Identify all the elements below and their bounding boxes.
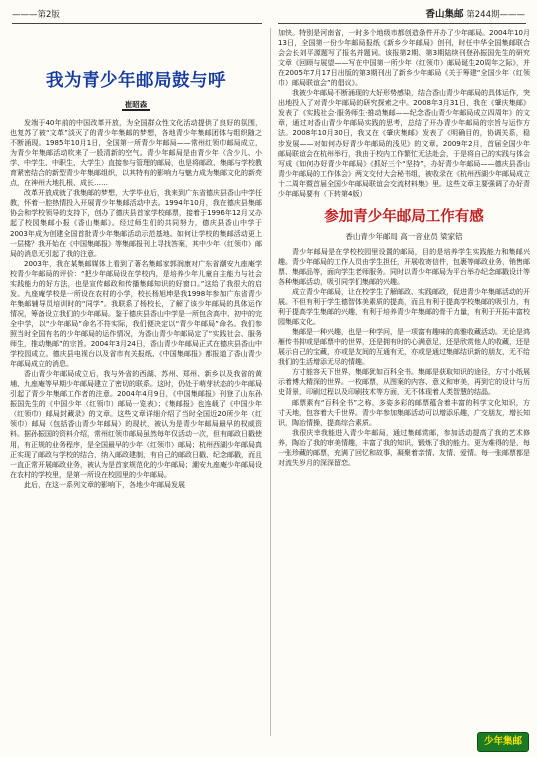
youth-philately-badge: 少年集邮 <box>477 732 529 752</box>
article-b-paragraph: 邮票素有“百科全书”之称，多姿多彩的邮票蕴含着丰富的科学文化知识，方寸天地，包容着大千世界。青少年参加集邮活动可以增添乐趣，广交朋友，增长知识，陶冶情操，提高综合素质。 <box>278 398 530 427</box>
article-a-paragraph: 改革开放成就了我集邮的梦想，大学毕业后，我来到广东省德庆县香山中学任教，怀着一腔热情投入开展青少年集邮活动中去。1994年10月，我在德庆县集邮协会和学校领导的支持下，创办了德庆县首家学校邮票，接着于1996年12月又办起了校园集邮小报《香山集邮》。经过师生们的共同努力，德庆县香山中学于2003年成为创建全国首批青少年集邮活动示范基地。如何让学校的集邮活动更上一层楼？我开始在《中国集邮报》等集邮报刊上寻找答案，其中少年（红领巾）邮局的消息无引起了我的注意。 <box>10 189 262 258</box>
header-left <box>12 8 60 22</box>
article-a-title: 我为青少年邮局鼓与呼 <box>46 71 226 91</box>
article-a-paragraph: 此后，在这一系列文章的影响下，各地少年邮局发展 <box>24 480 185 489</box>
article-a-continued-paragraph: 我被少年邮局不断涌现的大好形势感染，结合香山青少年邮局的具体运作，突出地投入了对青少年邮局的研究探索之中。2008年3月31日，我在《肇庆集邮》发表了《实践社会·服务师生·推动集邮——纪念香山青少年邮局成立四周年》的文章，通过对香山青少年邮局实践的思考，总结了开办青少年邮局的宗旨与运作方法。2008年10月30日，我又在《肇庆集邮》发表了《明确目的，协调关系，稳步发展——对如何办好青少年邮局的浅见》的文章。2009年2月，首届全国少年邮局联谊会在杭州举行，我由于校内工作繁忙无法赴会，于是将自己的实践与体会写成《如何办好青少年邮局》《抓好三个“坚持”，办好青少年邮局——德庆县香山青少年邮局的工作体会》两文交付大会秘书组，被收录在《杭州西湖少年邮局成立十二周年暨首届全国少年邮局联谊会交流材料集》里。这些文章主要强调了办好青少年邮局要有（下转第4版） <box>278 89 530 198</box>
article-a-byline <box>10 98 262 112</box>
author-name: 崔昭森 <box>122 100 151 111</box>
article-b-byline: 香山青少年邮局 高一音业员 梁家锫 <box>345 231 463 241</box>
column-divider <box>270 28 271 736</box>
header-right <box>426 8 525 22</box>
article-a-paragraph: 香山青少年邮局成立后，我与外省的西湖、苏州、郑州、新乡以及我省的黄埔、九座庵等早期少年邮局建立了密切的联系。这时，仍处于萌芽状态的少年邮局引起了青少年集邮工作者的注意。2004年4月9日，《中国集邮报》刊登了山东孙振国先生的《中国少年（红领巾）邮局一览表》；《集邮报》也连载了《中国少年（红领巾）邮局封藏录》的文章。这些文章详细介绍了当时全国近20所少年（红领巾）邮局（包括香山青少年邮局）的现状，被认为是青少年邮局最早的权威资料。据孙振国的资料介绍，常州红领巾邮局虽然每年仅活动一次，但有邮政日戳使用，有正规的业务程序，是全国最早的少年（红领巾）邮局；杭州西湖少年邮局真正实现了邮政与学校的结合，纳入邮政建制，有自己的邮政日戳、纪念邮戳，而且一直正常开展邮政业务，被认为是首家规范化的少年邮局；潮安九座庵少年邮局设在农村的学校里，是第一所设在校园里的少年邮局。 <box>10 370 262 479</box>
issue-number: 第244期——— <box>466 10 525 20</box>
right-column <box>278 28 530 730</box>
header-rule-right <box>278 23 526 24</box>
article-a-continued-paragraph: 加快。特别是河南省，一时多个地级市都创造条件开办了少年邮局。2004年10月13日，全国第一份少年邮局报纸《新乡少年邮局》创刊，时任中华全国集邮联合会会长刘平源题写了报名并题词。该报第2期、第3期陆续刊登孙振国先生的研究文章《回顾与展望——写在中国第一所少年（红领巾）邮局诞生20周年之际》，并在2005年7月17日出版的第3期刊出了新乡少年邮局《关于筹建“全国少年（红领巾）邮局联谊会”的倡议》。 <box>278 29 530 88</box>
article-b-paragraph: 方寸能容天下世界，集邮犹如百科全书。集邮是获取知识的途径，方寸小纸展示着博大精深的世界。一枚邮票，从图案的内容、意义和审美，再到它的设计与历史背景，印刷过程以及印刷技术等方面，无不体现着人类智慧的结晶。 <box>278 368 530 397</box>
article-b-paragraph: 青少年邮局是在学校校园里设置的邮局，目的是培养学生实践能力和集邮兴趣。青少年邮局的工作人员由学生担任，开展收寄信件，包裹等邮政业务，销售邮票、集邮品等，面向学生老师服务。同时以青少年邮局为平台举办纪念邮戳设计等各种集邮活动，吸引同学们集邮的兴趣。 <box>278 247 530 286</box>
article-b-paragraph: 成立青少年邮局，让在校学生了解邮政、实践邮政，促进青少年集邮活动的开展。不但有利于学生德智体美素质的提高，而且有利于提高学校集邮的吸引力，有利于提高学生集邮的兴趣，有利于培养青少年集邮的骨干力量，有利于开拓丰富校园集邮文化。 <box>278 287 530 327</box>
paper-name: 香山集邮 <box>425 9 464 20</box>
article-b-title: 参加青少年邮局工作有感 <box>324 208 484 225</box>
page-number: ———第2版 <box>12 10 60 20</box>
article-b-paragraph: 集邮是一种兴趣，也是一种学问，是一项富有趣味的高雅收藏活动。无论是鸿雁传书抑或是邮票中的世界，还是拥有时的心满意足，还是欣赏他人的收藏，还是展示自己的宝藏，亦或是友间的互通有无，亦或是通过集邮结识新的朋友，无不给我们的生活增添无尽的情趣。 <box>278 328 530 367</box>
left-column <box>10 28 262 740</box>
article-a-paragraph: 2003年，我在某集邮媒体上看到了著名集邮家郭润康对广东省潮安九座庵学校青少年邮局的评价：“把少年邮局设在学校内，是培养少年儿童自主能力与社会实践能力的好方法，也是宣传邮政和传播集邮知识的好窗口。”这给了我很大的启发。九座庵学校是一所设在农村的小学，校长杨旭坤是我1998年参加广东省青少年集邮辅导员培训时的“同学”。我联系了杨校长，了解了该少年邮局的具体运作情况，筹备设立我们的少年邮局。鉴于德庆县香山中学是一所包含高中、初中的完全中学，以“少年邮局”命名不符实际，我们便决定以“青少年邮局”命名。我们参照当时全国有名的少年邮局的运作情况，为香山青少年邮局定了“实践社会、服务师生，推动集邮”的宗旨。2004年3月24日，香山青少年邮局正式在德庆县香山中学校园成立。德庆县电视台以及省市有关报纸、《中国集邮报》都报道了香山青少年邮局成立的消息。 <box>10 259 262 369</box>
article-b-paragraph: 我很庆幸我能进入青少年邮局，通过集邮赏邮，参加活动提高了我的艺术修养，陶冶了我的审美情趣，丰富了我的知识，锻炼了我的能力。更为难得的是，每一张珍藏的邮票，充满了回忆和故事，凝聚着亲情、友情、爱情。每一张邮票都是对流失岁月的深深留恋。 <box>278 428 530 467</box>
article-a-paragraph: 发端于40年前的中国改革开放，为全国群众性文化活动提供了良好的氛围，也复苏了被“文革”淡灭了的青少年集邮的梦想，各地青少年集邮团体与组织随之不断涌现。1985年10月1日，全国第一所青少年邮局——常州红领巾邮局成立，为青少年集邮活动吹来了一股清新的空气。青少年邮局是由青少年（含少儿、小学、中学生、中职生、大学生）直接参与管理的邮局，也是将邮政、集邮与学校教育紧密结合的新型青少年集邮组织，以其特有的影响力与魅力成为集邮文化的新亮点，在神州大地扎根、成长…… <box>10 119 262 188</box>
header-rule-left <box>12 23 262 24</box>
